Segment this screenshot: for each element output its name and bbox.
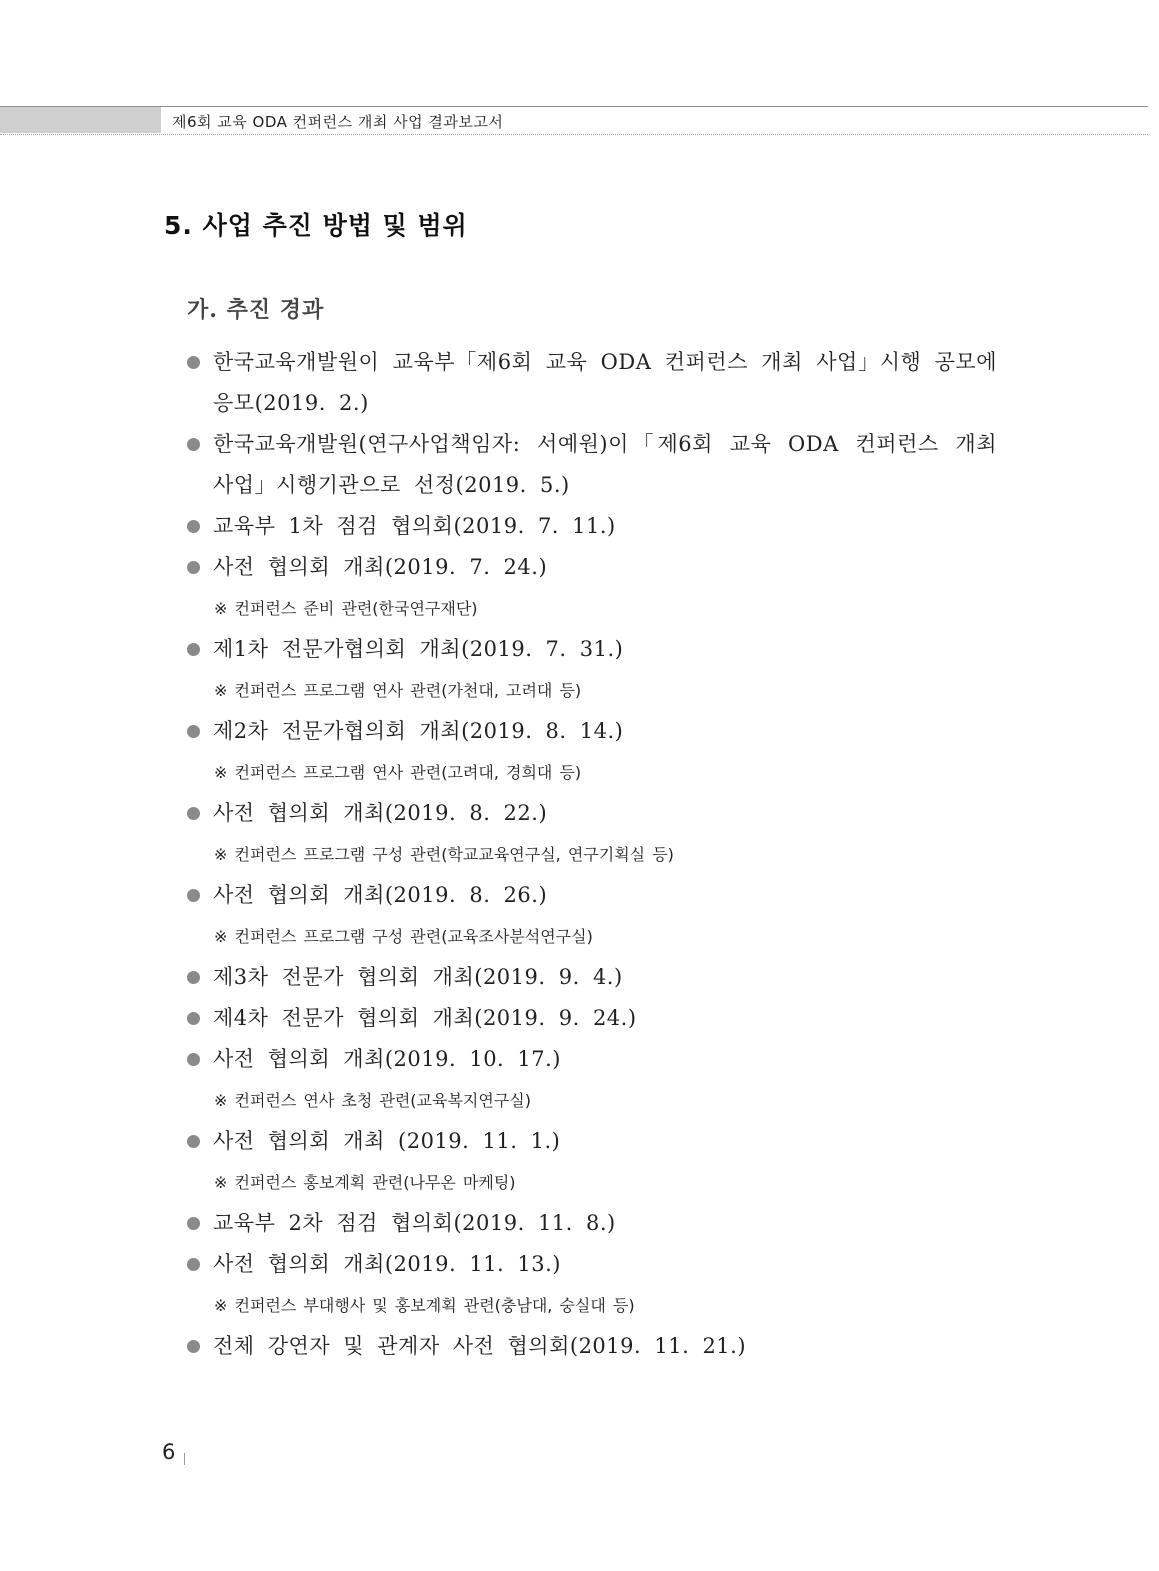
page-number: 6 (162, 1440, 176, 1464)
bullet-icon (187, 889, 200, 902)
list-item-note: ※ 컨퍼런스 프로그램 구성 관련(교육조사분석연구실) (214, 927, 593, 946)
list-item (187, 1039, 997, 1121)
bullet-icon (187, 561, 200, 574)
bullet-icon (187, 438, 200, 451)
header-top-rule (0, 106, 1148, 107)
list-item-note: ※ 컨퍼런스 프로그램 구성 관련(학교교육연구실, 연구기획실 등) (214, 845, 674, 864)
bullet-icon (187, 1053, 200, 1066)
page-number-separator (184, 1453, 185, 1465)
list-item-text: 교육부 1차 점검 협의회(2019. 7. 11.) (213, 514, 616, 538)
list-item-note: ※ 컨퍼런스 준비 관련(한국연구재단) (214, 599, 478, 618)
list-item-text: 한국교육개발원(연구사업책임자: 서예원)이「제6회 교육 ODA 컨퍼런스 개최 사업」시행기관으로 선정(2019. 5.) (213, 432, 997, 497)
list-item (187, 506, 997, 547)
list-item-text: 제1차 전문가협의회 개최(2019. 7. 31.) (213, 637, 624, 661)
list-item (187, 875, 997, 957)
list-item-text: 사전 협의회 개최(2019. 8. 22.) (213, 801, 548, 825)
list-item (187, 629, 997, 711)
bullet-icon (187, 356, 200, 369)
header-gray-band (0, 107, 161, 133)
bullet-icon (187, 1012, 200, 1025)
list-item-text: 전체 강연자 및 관계자 사전 협의회(2019. 11. 21.) (213, 1334, 747, 1358)
list-item (187, 547, 997, 629)
bullet-icon (187, 1217, 200, 1230)
list-item-text: 교육부 2차 점검 협의회(2019. 11. 8.) (213, 1211, 616, 1235)
bullet-icon (187, 643, 200, 656)
list-item-text: 사전 협의회 개최(2019. 7. 24.) (213, 555, 548, 579)
list-item (187, 1326, 997, 1367)
bullet-icon (187, 725, 200, 738)
list-item-text: 제4차 전문가 협의회 개최(2019. 9. 24.) (213, 1006, 637, 1030)
list-item-text: 한국교육개발원이 교육부「제6회 교육 ODA 컨퍼런스 개최 사업」시행 공모에 응모(2019. 2.) (213, 350, 997, 415)
subsection-title: 가. 추진 경과 (187, 297, 325, 323)
bullet-icon (187, 971, 200, 984)
list-item-text: 제2차 전문가협의회 개최(2019. 8. 14.) (213, 719, 624, 743)
list-item-text: 제3차 전문가 협의회 개최(2019. 9. 4.) (213, 965, 623, 989)
bullet-icon (187, 807, 200, 820)
bullet-icon (187, 1258, 200, 1271)
list-item (187, 342, 997, 424)
running-header (0, 106, 1148, 133)
list-item (187, 1244, 997, 1326)
list-item (187, 424, 997, 506)
list-item-note: ※ 컨퍼런스 프로그램 연사 관련(가천대, 고려대 등) (214, 681, 582, 700)
list-item-text: 사전 협의회 개최(2019. 11. 13.) (213, 1252, 562, 1276)
progress-list (187, 342, 997, 1367)
running-header-title: 제6회 교육 ODA 컨퍼런스 개최 사업 결과보고서 (172, 113, 504, 131)
list-item (187, 1203, 997, 1244)
bullet-icon (187, 1135, 200, 1148)
list-item (187, 998, 997, 1039)
header-dotted-rule (0, 134, 1148, 135)
bullet-icon (187, 1340, 200, 1353)
bullet-icon (187, 520, 200, 533)
list-item-note: ※ 컨퍼런스 연사 초청 관련(교육복지연구실) (214, 1091, 531, 1110)
list-item (187, 957, 997, 998)
list-item-text: 사전 협의회 개최(2019. 10. 17.) (213, 1047, 562, 1071)
list-item-text: 사전 협의회 개최 (2019. 11. 1.) (213, 1129, 561, 1153)
list-item (187, 711, 997, 793)
list-item-note: ※ 컨퍼런스 부대행사 및 홍보계획 관련(충남대, 숭실대 등) (214, 1296, 635, 1315)
list-item (187, 793, 997, 875)
list-item-note: ※ 컨퍼런스 홍보계획 관련(나무온 마케팅) (214, 1173, 516, 1192)
list-item (187, 1121, 997, 1203)
section-title: 5. 사업 추진 방법 및 범위 (164, 211, 468, 240)
list-item-note: ※ 컨퍼런스 프로그램 연사 관련(고려대, 경희대 등) (214, 763, 582, 782)
list-item-text: 사전 협의회 개최(2019. 8. 26.) (213, 883, 548, 907)
